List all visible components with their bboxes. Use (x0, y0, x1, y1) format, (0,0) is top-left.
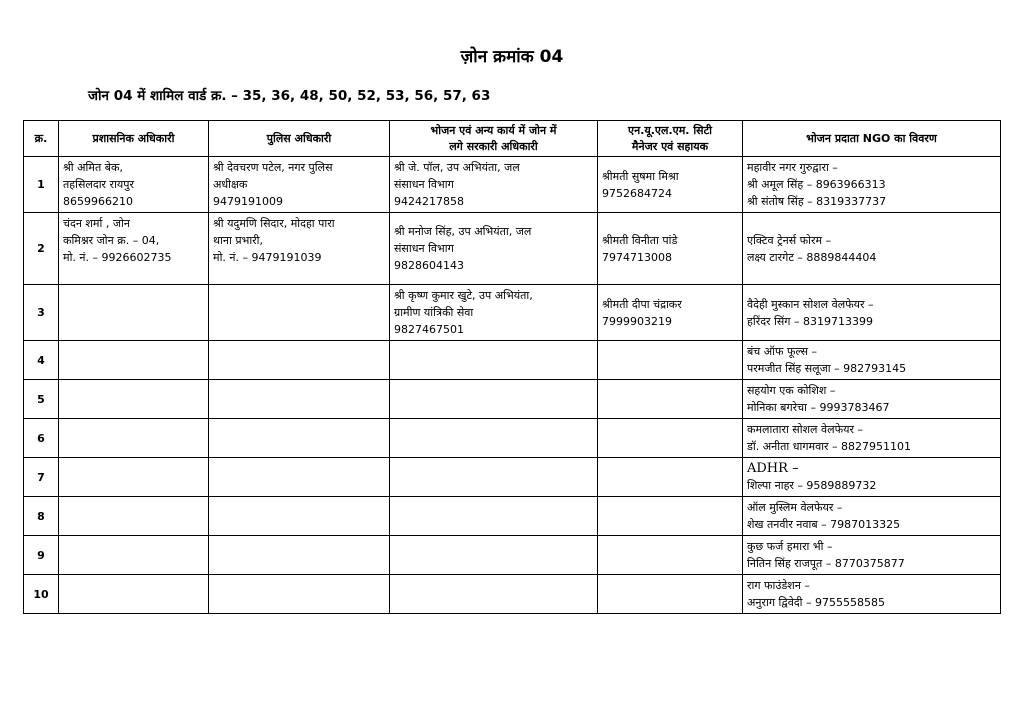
police-cell (209, 458, 390, 497)
cell-line: श्री जे. पॉल, उप अभियंता, जल (394, 161, 520, 174)
cell-line: अनुराग द्विवेदी – 9755558585 (747, 596, 886, 609)
admin-cell (59, 497, 209, 536)
cell-line: 9424217858 (394, 195, 464, 208)
header-nulm-line1: एन.यू.एल.एम. सिटी (628, 123, 712, 137)
admin-cell (59, 380, 209, 419)
row-number: 5 (24, 380, 59, 419)
cell-line: श्रीमती विनीता पांडे (602, 233, 678, 247)
food-officer-cell (390, 157, 598, 213)
row-number: 2 (24, 213, 59, 285)
cell-line: मो. नं. – 9479191039 (213, 251, 322, 264)
ngo-cell (743, 419, 1001, 458)
food-officer-cell (390, 419, 598, 458)
admin-cell (59, 157, 209, 213)
nulm-cell (598, 497, 743, 536)
ward-list-subtitle: जोन 04 में शामिल वार्ड क्र. – 35, 36, 48, 50, 52, 53, 56, 57, 63 (88, 88, 491, 104)
table-row (24, 575, 1001, 614)
cell-line: श्री अमित बेक, (63, 161, 123, 174)
cell-line: मोनिका बगरेचा – 9993783467 (747, 401, 890, 414)
cell-line: ऑल मुस्लिम वेलफेयर – (747, 501, 843, 514)
cell-line: हरिंदर सिंग – 8319713399 (747, 314, 873, 328)
admin-cell (59, 458, 209, 497)
police-cell (209, 213, 390, 285)
table-row (24, 213, 1001, 285)
admin-cell (59, 419, 209, 458)
admin-cell (59, 341, 209, 380)
cell-line: श्रीमती सुषमा मिश्रा (602, 169, 679, 183)
cell-line: परमजीत सिंह सलूजा – 982793145 (747, 362, 907, 375)
table-header-row (24, 121, 1001, 157)
row-number: 7 (24, 458, 59, 497)
ngo-cell (743, 213, 1001, 285)
row-number: 1 (24, 157, 59, 213)
cell-line: लक्ष्य टारगेट – 8889844404 (747, 250, 877, 264)
police-cell (209, 380, 390, 419)
nulm-cell (598, 575, 743, 614)
cell-line: सहयोग एक कोशिश – (747, 384, 836, 397)
food-officer-cell (390, 575, 598, 614)
cell-line: मो. नं. – 9926602735 (63, 251, 172, 264)
header-admin-officer: प्रशासनिक अधिकारी (59, 121, 209, 157)
ngo-cell (743, 285, 1001, 341)
food-officer-cell (390, 380, 598, 419)
food-officer-cell (390, 213, 598, 285)
ngo-cell (743, 380, 1001, 419)
header-police-officer: पुलिस अधिकारी (209, 121, 390, 157)
cell-line: श्रीमती दीपा चंद्राकर (602, 297, 682, 311)
admin-cell (59, 285, 209, 341)
cell-line: 9752684724 (602, 186, 672, 200)
header-serial-number: क्र. (24, 121, 59, 157)
police-cell (209, 285, 390, 341)
row-number: 8 (24, 497, 59, 536)
table-row (24, 285, 1001, 341)
ngo-cell (743, 157, 1001, 213)
ngo-cell (743, 497, 1001, 536)
food-officer-cell (390, 458, 598, 497)
cell-line: तहसिलदार रायपुर (63, 178, 135, 191)
cell-line: थाना प्रभारी, (213, 234, 264, 247)
admin-cell (59, 536, 209, 575)
header-food-line2: लगे सरकारी अधिकारी (449, 139, 538, 153)
row-number: 4 (24, 341, 59, 380)
table-row (24, 419, 1001, 458)
cell-line: ग्रामीण यांत्रिकी सेवा (394, 306, 474, 319)
ngo-cell (743, 341, 1001, 380)
header-food-officer (390, 121, 598, 157)
cell-line: 9827467501 (394, 323, 464, 336)
admin-cell (59, 575, 209, 614)
header-nulm-line2: मैनेजर एवं सहायक (631, 139, 709, 153)
cell-line: एक्टिव ट्रेनर्स फोरम – (747, 233, 832, 247)
header-ngo-details: भोजन प्रदाता NGO का विवरण (743, 121, 1001, 157)
police-cell (209, 157, 390, 213)
cell-line: संसाधन विभाग (394, 178, 454, 191)
nulm-cell (598, 341, 743, 380)
cell-line: 9479191009 (213, 195, 283, 208)
cell-line: अधीक्षक (213, 178, 248, 191)
table-row (24, 341, 1001, 380)
table-row (24, 380, 1001, 419)
cell-line: 7999903219 (602, 314, 672, 328)
cell-line: संसाधन विभाग (394, 242, 454, 255)
cell-line: श्री संतोष सिंह – 8319337737 (747, 195, 887, 208)
cell-line: 9828604143 (394, 259, 464, 272)
cell-line: 8659966210 (63, 195, 133, 208)
cell-line: कमिश्नर जोन क्र. – 04, (63, 234, 160, 247)
cell-line: श्री देवचरण पटेल, नगर पुलिस (213, 161, 333, 174)
table-row (24, 536, 1001, 575)
police-cell (209, 536, 390, 575)
row-number: 6 (24, 419, 59, 458)
cell-line: डॉ. अनीता धागमवार – 8827951101 (747, 440, 912, 453)
ngo-cell (743, 458, 1001, 497)
page-title: ज़ोन क्रमांक 04 (460, 47, 564, 67)
nulm-cell (598, 458, 743, 497)
cell-line: वैदेही मुस्कान सोशल वेलफेयर – (747, 297, 874, 311)
admin-cell (59, 213, 209, 285)
table-row (24, 458, 1001, 497)
food-officer-cell (390, 497, 598, 536)
food-officer-cell (390, 285, 598, 341)
cell-line: कमलातारा सोशल वेलफेयर – (747, 423, 863, 436)
ngo-cell (743, 575, 1001, 614)
nulm-cell (598, 419, 743, 458)
row-number: 9 (24, 536, 59, 575)
cell-line: शेख तनवीर नवाब – 7987013325 (747, 518, 901, 531)
police-cell (209, 497, 390, 536)
nulm-cell (598, 536, 743, 575)
nulm-cell (598, 213, 743, 285)
cell-line: शिल्पा नाहर – 9589889732 (747, 479, 877, 492)
row-number: 10 (24, 575, 59, 614)
cell-line: श्री यदुमणि सिदार, मोदहा पारा (213, 217, 335, 230)
cell-line: श्री अमूल सिंह – 8963966313 (747, 178, 886, 191)
food-officer-cell (390, 536, 598, 575)
cell-line: ADHR – (747, 461, 799, 476)
cell-line: श्री मनोज सिंह, उप अभियंता, जल (394, 225, 532, 238)
table-row (24, 497, 1001, 536)
zone-officers-table (23, 120, 1001, 614)
table-row (24, 157, 1001, 213)
header-nulm-manager (598, 121, 743, 157)
cell-line: 7974713008 (602, 250, 672, 264)
nulm-cell (598, 157, 743, 213)
cell-line: चंदन शर्मा , जोन (63, 217, 130, 230)
food-officer-cell (390, 341, 598, 380)
cell-line: श्री कृष्ण कुमार खुटे, उप अभियंता, (394, 289, 533, 302)
cell-line: राग फाउंडेशन – (747, 579, 810, 592)
police-cell (209, 575, 390, 614)
cell-line: बंच ऑफ फूल्स – (747, 345, 817, 358)
police-cell (209, 341, 390, 380)
police-cell (209, 419, 390, 458)
cell-line: कुछ फर्ज हमारा भी – (747, 540, 833, 553)
row-number: 3 (24, 285, 59, 341)
nulm-cell (598, 285, 743, 341)
cell-line: नितिन सिंह राजपूत – 8770375877 (747, 557, 905, 570)
nulm-cell (598, 380, 743, 419)
header-food-line1: भोजन एवं अन्य कार्य में जोन में (430, 123, 557, 137)
ngo-cell (743, 536, 1001, 575)
cell-line: महावीर नगर गुरुद्वारा – (747, 161, 838, 174)
